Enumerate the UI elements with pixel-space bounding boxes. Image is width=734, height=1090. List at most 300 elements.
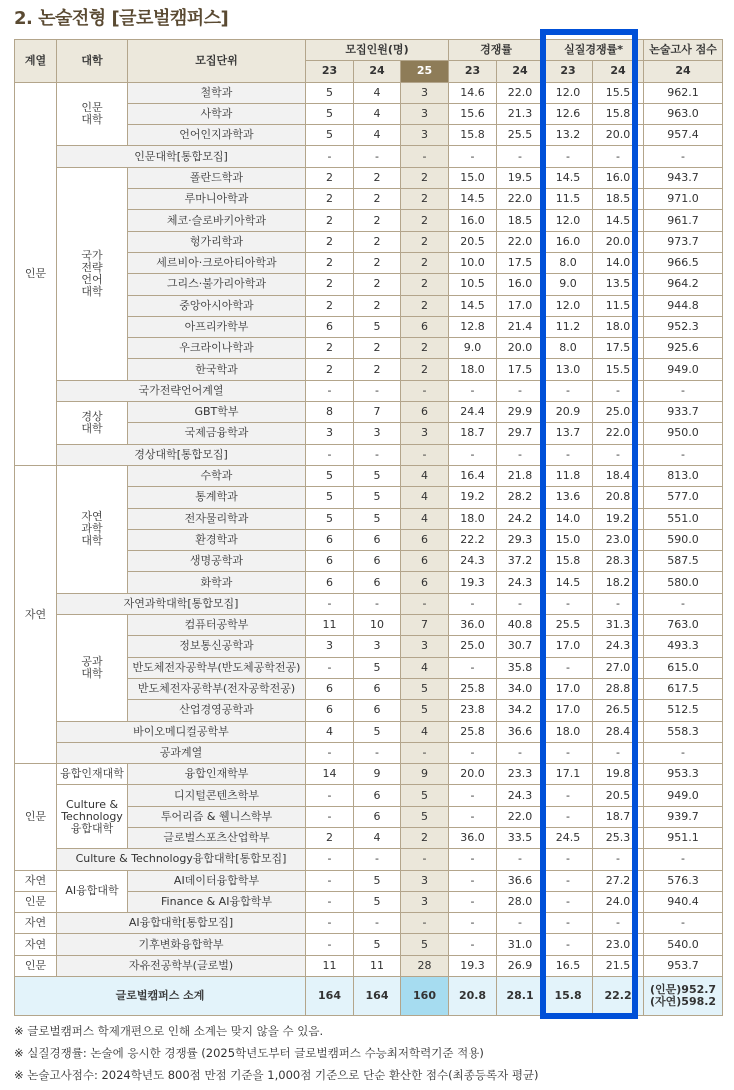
- quota-24-cell: 5: [354, 657, 401, 678]
- quota-24-cell: 3: [354, 636, 401, 657]
- real-ratio-23-cell: 17.1: [544, 764, 593, 785]
- essay-score-cell: 951.1: [644, 827, 723, 848]
- essay-score-cell: 512.5: [644, 700, 723, 721]
- quota-23-cell: 5: [306, 508, 354, 529]
- total-score-jayeon: (자연)598.2: [649, 995, 717, 1009]
- quota-25-cell: 2: [401, 827, 449, 848]
- ratio-24-cell: 21.8: [497, 465, 544, 486]
- ratio-23-cell: 15.0: [449, 167, 497, 188]
- quota-25-cell: 5: [401, 785, 449, 806]
- real-ratio-23-cell: -: [544, 444, 593, 465]
- quota-25-cell: 6: [401, 551, 449, 572]
- essay-score-cell: 617.5: [644, 678, 723, 699]
- table-row: [15, 764, 723, 785]
- ratio-24-cell: 29.7: [497, 423, 544, 444]
- real-ratio-24-cell: 26.5: [593, 700, 644, 721]
- table-row: [15, 742, 723, 763]
- quota-24-cell: 7: [354, 402, 401, 423]
- real-ratio-24-cell: 15.5: [593, 359, 644, 380]
- quota-23-cell: 8: [306, 402, 354, 423]
- area-cell: 자연: [15, 934, 57, 955]
- quota-25-cell: 4: [401, 508, 449, 529]
- essay-score-cell: 963.0: [644, 103, 723, 124]
- real-ratio-24-cell: 18.7: [593, 806, 644, 827]
- quota-25-cell: 2: [401, 210, 449, 231]
- quota-23-cell: 2: [306, 231, 354, 252]
- real-ratio-23-cell: 13.0: [544, 359, 593, 380]
- quota-25-cell: -: [401, 742, 449, 763]
- unit-name: 경상대학[통합모집]: [57, 444, 306, 465]
- essay-score-cell: -: [644, 913, 723, 934]
- ratio-24-cell: -: [497, 380, 544, 401]
- quota-23-cell: 2: [306, 274, 354, 295]
- quota-23-cell: 6: [306, 316, 354, 337]
- unit-name: 생명공학과: [128, 551, 306, 572]
- quota-24-cell: 2: [354, 359, 401, 380]
- header-area: 계열: [15, 40, 57, 83]
- essay-score-cell: 590.0: [644, 529, 723, 550]
- unit-name: 세르비아·크로아티아학과: [128, 252, 306, 273]
- area-cell: 자연: [15, 870, 57, 891]
- ratio-24-cell: -: [497, 444, 544, 465]
- quota-23-cell: -: [306, 444, 354, 465]
- quota-25-cell: 6: [401, 316, 449, 337]
- ratio-23-cell: 25.8: [449, 721, 497, 742]
- real-ratio-23-cell: 15.8: [544, 551, 593, 572]
- college-cell: AI융합대학: [57, 870, 128, 913]
- quota-25-cell: -: [401, 380, 449, 401]
- unit-name: 중앙아시아학과: [128, 295, 306, 316]
- total-r23: 20.8: [449, 977, 497, 1016]
- ratio-24-cell: -: [497, 849, 544, 870]
- footnote: ※ 실질경쟁률: 논술에 응시한 경쟁률 (2025학년도부터 글로벌캠퍼스 수능최저학력기준 적용): [14, 1046, 484, 1060]
- quota-24-cell: 6: [354, 551, 401, 572]
- quota-25-cell: -: [401, 593, 449, 614]
- quota-23-cell: 2: [306, 189, 354, 210]
- quota-25-cell: 4: [401, 657, 449, 678]
- unit-name: 한국학과: [128, 359, 306, 380]
- ratio-23-cell: 23.8: [449, 700, 497, 721]
- ratio-23-cell: -: [449, 380, 497, 401]
- real-ratio-24-cell: 20.8: [593, 487, 644, 508]
- ratio-24-cell: 18.5: [497, 210, 544, 231]
- quota-25-cell: 3: [401, 82, 449, 103]
- essay-score-cell: 973.7: [644, 231, 723, 252]
- essay-score-cell: 949.0: [644, 785, 723, 806]
- college-cell: 공과 대학: [57, 615, 128, 721]
- unit-name: 자연과학대학[통합모집]: [57, 593, 306, 614]
- quota-24-cell: 6: [354, 806, 401, 827]
- ratio-23-cell: -: [449, 891, 497, 912]
- unit-name: 체코·슬로바키아학과: [128, 210, 306, 231]
- real-ratio-24-cell: 21.5: [593, 955, 644, 976]
- table-row: [15, 465, 723, 486]
- ratio-24-cell: 16.0: [497, 274, 544, 295]
- essay-score-cell: 940.4: [644, 891, 723, 912]
- quota-23-cell: 2: [306, 210, 354, 231]
- quota-25-cell: 2: [401, 295, 449, 316]
- unit-name: 아프리카학부: [128, 316, 306, 337]
- quota-23-cell: -: [306, 593, 354, 614]
- essay-score-cell: 763.0: [644, 615, 723, 636]
- quota-23-cell: 6: [306, 678, 354, 699]
- quota-23-cell: -: [306, 742, 354, 763]
- page-title: 2. 논술전형 [글로벌캠퍼스]: [14, 8, 229, 29]
- ratio-23-cell: -: [449, 913, 497, 934]
- total-score: [644, 977, 723, 1016]
- table-row: [15, 380, 723, 401]
- quota-25-cell: -: [401, 444, 449, 465]
- real-ratio-24-cell: 24.0: [593, 891, 644, 912]
- ratio-23-cell: -: [449, 785, 497, 806]
- unit-name: 자유전공학부(글로벌): [57, 955, 306, 976]
- ratio-23-cell: 36.0: [449, 827, 497, 848]
- ratio-24-cell: 17.5: [497, 359, 544, 380]
- unit-name: 산업경영공학과: [128, 700, 306, 721]
- quota-23-cell: 3: [306, 423, 354, 444]
- quota-25-cell: 4: [401, 487, 449, 508]
- real-ratio-24-cell: 18.0: [593, 316, 644, 337]
- essay-score-cell: 949.0: [644, 359, 723, 380]
- ratio-23-cell: 36.0: [449, 615, 497, 636]
- table-row: [15, 444, 723, 465]
- quota-23-cell: 2: [306, 338, 354, 359]
- ratio-24-cell: -: [497, 146, 544, 167]
- table-row: [15, 721, 723, 742]
- ratio-23-cell: -: [449, 593, 497, 614]
- real-ratio-23-cell: 14.0: [544, 508, 593, 529]
- ratio-24-cell: 23.3: [497, 764, 544, 785]
- quota-23-cell: 2: [306, 827, 354, 848]
- unit-name: 국가전략언어계열: [57, 380, 306, 401]
- quota-23-cell: -: [306, 934, 354, 955]
- quota-25-cell: 4: [401, 465, 449, 486]
- footnotes: [14, 1020, 539, 1086]
- unit-name: 우크라이나학과: [128, 338, 306, 359]
- quota-25-cell: 7: [401, 615, 449, 636]
- real-ratio-23-cell: 11.8: [544, 465, 593, 486]
- ratio-24-cell: 17.5: [497, 252, 544, 273]
- ratio-24-cell: 29.3: [497, 529, 544, 550]
- real-ratio-23-cell: 8.0: [544, 338, 593, 359]
- quota-23-cell: 5: [306, 82, 354, 103]
- quota-23-cell: -: [306, 657, 354, 678]
- total-q23: 164: [306, 977, 354, 1016]
- table-row: [15, 402, 723, 423]
- college-cell: 경상 대학: [57, 402, 128, 445]
- real-ratio-23-cell: 14.5: [544, 167, 593, 188]
- real-ratio-23-cell: 14.5: [544, 572, 593, 593]
- real-ratio-24-cell: 23.0: [593, 529, 644, 550]
- quota-24-cell: 5: [354, 487, 401, 508]
- quota-23-cell: -: [306, 849, 354, 870]
- quota-24-cell: -: [354, 380, 401, 401]
- essay-score-cell: 939.7: [644, 806, 723, 827]
- quota-25-cell: 6: [401, 572, 449, 593]
- quota-25-cell: 5: [401, 700, 449, 721]
- quota-24-cell: 2: [354, 231, 401, 252]
- ratio-23-cell: -: [449, 742, 497, 763]
- quota-25-cell: 28: [401, 955, 449, 976]
- quota-24-cell: 11: [354, 955, 401, 976]
- quota-24-cell: -: [354, 849, 401, 870]
- ratio-23-cell: 18.7: [449, 423, 497, 444]
- quota-23-cell: 5: [306, 465, 354, 486]
- table-row: [15, 934, 723, 955]
- unit-name: AI데이터융합학부: [128, 870, 306, 891]
- ratio-23-cell: 16.4: [449, 465, 497, 486]
- quota-25-cell: 6: [401, 402, 449, 423]
- unit-name: 헝가리학과: [128, 231, 306, 252]
- quota-24-cell: 2: [354, 295, 401, 316]
- quota-24-cell: -: [354, 913, 401, 934]
- essay-score-cell: 953.7: [644, 955, 723, 976]
- quota-23-cell: 3: [306, 636, 354, 657]
- table-row: [15, 615, 723, 636]
- total-s24: 22.2: [593, 977, 644, 1016]
- essay-score-cell: -: [644, 380, 723, 401]
- ratio-23-cell: 19.3: [449, 955, 497, 976]
- ratio-23-cell: 14.5: [449, 189, 497, 210]
- quota-23-cell: 6: [306, 551, 354, 572]
- quota-24-cell: 4: [354, 82, 401, 103]
- real-ratio-24-cell: 28.3: [593, 551, 644, 572]
- quota-25-cell: 3: [401, 636, 449, 657]
- unit-name: 사학과: [128, 103, 306, 124]
- header-quota-23: 23: [306, 61, 354, 82]
- ratio-24-cell: 26.9: [497, 955, 544, 976]
- ratio-23-cell: 9.0: [449, 338, 497, 359]
- unit-name: 통계학과: [128, 487, 306, 508]
- unit-name: Culture & Technology융합대학[통합모집]: [57, 849, 306, 870]
- quota-24-cell: 5: [354, 870, 401, 891]
- header-college: 대학: [57, 40, 128, 83]
- ratio-23-cell: -: [449, 444, 497, 465]
- total-s23: 15.8: [544, 977, 593, 1016]
- real-ratio-23-cell: 17.0: [544, 678, 593, 699]
- quota-24-cell: 4: [354, 125, 401, 146]
- real-ratio-24-cell: 16.0: [593, 167, 644, 188]
- real-ratio-23-cell: -: [544, 891, 593, 912]
- real-ratio-24-cell: 14.5: [593, 210, 644, 231]
- college-cell: Culture & Technology 융합대학: [57, 785, 128, 849]
- essay-score-cell: 933.7: [644, 402, 723, 423]
- quota-25-cell: 9: [401, 764, 449, 785]
- essay-score-cell: 580.0: [644, 572, 723, 593]
- quota-25-cell: 2: [401, 189, 449, 210]
- real-ratio-23-cell: 12.6: [544, 103, 593, 124]
- ratio-24-cell: 24.3: [497, 572, 544, 593]
- quota-24-cell: 6: [354, 700, 401, 721]
- essay-score-cell: 971.0: [644, 189, 723, 210]
- real-ratio-24-cell: 27.2: [593, 870, 644, 891]
- real-ratio-23-cell: -: [544, 934, 593, 955]
- ratio-23-cell: -: [449, 870, 497, 891]
- quota-23-cell: 2: [306, 252, 354, 273]
- unit-name: 언어인지과학과: [128, 125, 306, 146]
- real-ratio-24-cell: 24.3: [593, 636, 644, 657]
- quota-24-cell: 6: [354, 678, 401, 699]
- quota-24-cell: 4: [354, 103, 401, 124]
- header-ratio-24: 24: [497, 61, 544, 82]
- real-ratio-24-cell: 25.0: [593, 402, 644, 423]
- ratio-24-cell: 17.0: [497, 295, 544, 316]
- quota-23-cell: -: [306, 146, 354, 167]
- essay-score-cell: 952.3: [644, 316, 723, 337]
- unit-name: 철학과: [128, 82, 306, 103]
- ratio-23-cell: 14.5: [449, 295, 497, 316]
- real-ratio-23-cell: 11.2: [544, 316, 593, 337]
- ratio-23-cell: 19.2: [449, 487, 497, 508]
- unit-name: 컴퓨터공학부: [128, 615, 306, 636]
- unit-name: 화학과: [128, 572, 306, 593]
- quota-24-cell: 10: [354, 615, 401, 636]
- essay-score-cell: 957.4: [644, 125, 723, 146]
- quota-23-cell: -: [306, 380, 354, 401]
- quota-23-cell: 2: [306, 167, 354, 188]
- header-real-24: 24: [593, 61, 644, 82]
- real-ratio-23-cell: 24.5: [544, 827, 593, 848]
- quota-25-cell: 5: [401, 806, 449, 827]
- essay-score-cell: 551.0: [644, 508, 723, 529]
- real-ratio-24-cell: 28.8: [593, 678, 644, 699]
- footnote: ※ 논술고사점수: 2024학년도 800점 만점 기준을 1,000점 기준으로 단순 환산한 점수(최종등록자 평균): [14, 1068, 539, 1082]
- real-ratio-23-cell: -: [544, 870, 593, 891]
- ratio-24-cell: 22.0: [497, 231, 544, 252]
- real-ratio-23-cell: 25.5: [544, 615, 593, 636]
- essay-score-cell: 950.0: [644, 423, 723, 444]
- real-ratio-24-cell: 13.5: [593, 274, 644, 295]
- ratio-24-cell: 29.9: [497, 402, 544, 423]
- unit-name: GBT학부: [128, 402, 306, 423]
- real-ratio-24-cell: 18.4: [593, 465, 644, 486]
- table-row: [15, 146, 723, 167]
- unit-name: 디지털콘텐츠학부: [128, 785, 306, 806]
- unit-name: 정보통신공학과: [128, 636, 306, 657]
- area-cell: 자연: [15, 913, 57, 934]
- unit-name: 루마니아학과: [128, 189, 306, 210]
- quota-23-cell: 11: [306, 955, 354, 976]
- quota-25-cell: 3: [401, 870, 449, 891]
- ratio-24-cell: -: [497, 913, 544, 934]
- real-ratio-24-cell: 18.2: [593, 572, 644, 593]
- ratio-23-cell: 24.3: [449, 551, 497, 572]
- quota-24-cell: 2: [354, 210, 401, 231]
- total-q24: 164: [354, 977, 401, 1016]
- ratio-24-cell: 30.7: [497, 636, 544, 657]
- real-ratio-24-cell: 31.3: [593, 615, 644, 636]
- real-ratio-23-cell: 15.0: [544, 529, 593, 550]
- real-ratio-23-cell: 17.0: [544, 636, 593, 657]
- essay-score-cell: 540.0: [644, 934, 723, 955]
- quota-25-cell: 2: [401, 231, 449, 252]
- quota-24-cell: 6: [354, 529, 401, 550]
- quota-25-cell: 2: [401, 252, 449, 273]
- essay-score-cell: -: [644, 444, 723, 465]
- essay-score-cell: -: [644, 146, 723, 167]
- unit-name: 기후변화융합학부: [57, 934, 306, 955]
- unit-name: Finance & AI융합학부: [128, 891, 306, 912]
- quota-25-cell: 6: [401, 529, 449, 550]
- college-cell: 융합인재대학: [57, 764, 128, 785]
- ratio-24-cell: 19.5: [497, 167, 544, 188]
- footnote: ※ 글로벌캠퍼스 학제개편으로 인해 소계는 맞지 않을 수 있음.: [14, 1024, 324, 1038]
- quota-24-cell: -: [354, 146, 401, 167]
- quota-23-cell: -: [306, 806, 354, 827]
- quota-25-cell: 3: [401, 891, 449, 912]
- unit-name: 수학과: [128, 465, 306, 486]
- real-ratio-23-cell: 16.5: [544, 955, 593, 976]
- quota-23-cell: 11: [306, 615, 354, 636]
- real-ratio-23-cell: -: [544, 146, 593, 167]
- essay-score-cell: 964.2: [644, 274, 723, 295]
- real-ratio-23-cell: -: [544, 785, 593, 806]
- real-ratio-24-cell: -: [593, 146, 644, 167]
- quota-24-cell: 2: [354, 274, 401, 295]
- ratio-24-cell: -: [497, 742, 544, 763]
- real-ratio-24-cell: 20.5: [593, 785, 644, 806]
- ratio-24-cell: 21.4: [497, 316, 544, 337]
- ratio-23-cell: 18.0: [449, 508, 497, 529]
- ratio-23-cell: 10.0: [449, 252, 497, 273]
- essay-score-cell: 493.3: [644, 636, 723, 657]
- unit-name: AI융합대학[통합모집]: [57, 913, 306, 934]
- ratio-23-cell: -: [449, 806, 497, 827]
- ratio-24-cell: 33.5: [497, 827, 544, 848]
- real-ratio-23-cell: 12.0: [544, 295, 593, 316]
- quota-24-cell: 9: [354, 764, 401, 785]
- real-ratio-24-cell: -: [593, 849, 644, 870]
- real-ratio-23-cell: 16.0: [544, 231, 593, 252]
- quota-23-cell: 2: [306, 295, 354, 316]
- essay-score-cell: 576.3: [644, 870, 723, 891]
- quota-23-cell: 5: [306, 103, 354, 124]
- quota-23-cell: 6: [306, 572, 354, 593]
- total-row: [15, 977, 723, 1016]
- ratio-23-cell: 14.6: [449, 82, 497, 103]
- ratio-23-cell: 24.4: [449, 402, 497, 423]
- quota-23-cell: 5: [306, 125, 354, 146]
- essay-score-cell: 925.6: [644, 338, 723, 359]
- header-quota-25: 25: [401, 61, 449, 82]
- ratio-23-cell: 20.5: [449, 231, 497, 252]
- real-ratio-24-cell: 20.0: [593, 231, 644, 252]
- ratio-24-cell: 34.0: [497, 678, 544, 699]
- quota-23-cell: 14: [306, 764, 354, 785]
- essay-score-cell: 962.1: [644, 82, 723, 103]
- real-ratio-24-cell: -: [593, 742, 644, 763]
- area-cell: 인문: [15, 764, 57, 870]
- quota-23-cell: -: [306, 785, 354, 806]
- quota-25-cell: 2: [401, 359, 449, 380]
- real-ratio-24-cell: 22.0: [593, 423, 644, 444]
- essay-score-cell: 558.3: [644, 721, 723, 742]
- unit-name: 바이오메디컬공학부: [57, 721, 306, 742]
- essay-score-cell: 587.5: [644, 551, 723, 572]
- header-ratio-23: 23: [449, 61, 497, 82]
- ratio-24-cell: 22.0: [497, 82, 544, 103]
- essay-score-cell: 615.0: [644, 657, 723, 678]
- unit-name: 투어리즘 & 웰니스학부: [128, 806, 306, 827]
- quota-24-cell: 5: [354, 316, 401, 337]
- college-cell: 국가 전략 언어 대학: [57, 167, 128, 380]
- quota-24-cell: 5: [354, 508, 401, 529]
- ratio-24-cell: 24.2: [497, 508, 544, 529]
- ratio-24-cell: 28.0: [497, 891, 544, 912]
- unit-name: 공과계열: [57, 742, 306, 763]
- real-ratio-23-cell: -: [544, 742, 593, 763]
- ratio-23-cell: 22.2: [449, 529, 497, 550]
